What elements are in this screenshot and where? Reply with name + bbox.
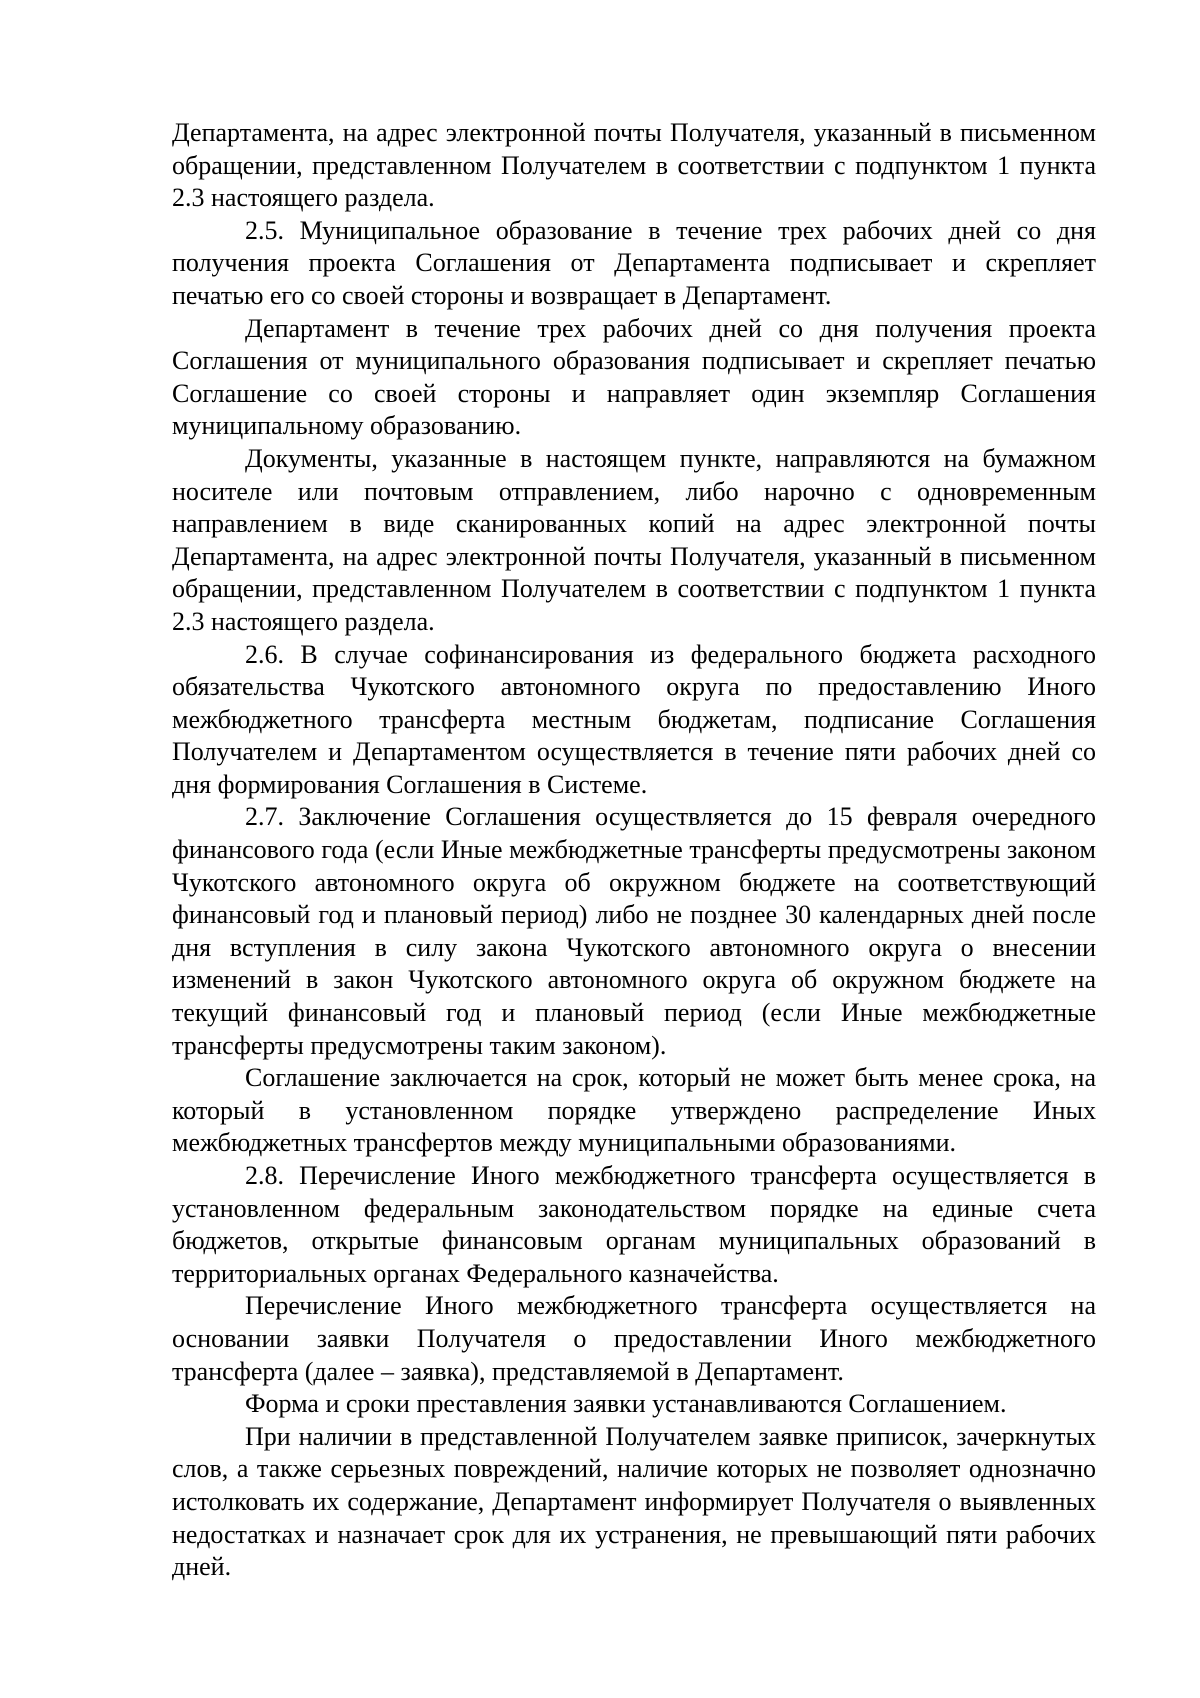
paragraph-2-8: 2.8. Перечисление Иного межбюджетного трансферта осуществляется в установленном федеральным законодательством порядке на единые счета бюджетов, открытые финансовым органам муниципальных образований в территориальных органах Федерального казначейства. bbox=[172, 1161, 1096, 1288]
paragraph-2-8-form: Форма и сроки преставления заявки устанавливаются Соглашением. bbox=[245, 1389, 1007, 1419]
paragraph-2-7: 2.7. Заключение Соглашения осуществляется до 15 февраля очередного финансового года (если Иные межбюджетные трансферты предусмотрены законом Чукотского автономного округа об окружном бюджете на соответствующий финансовый год и плановый период) либо не позднее 30 календарных дней после дня вступления в силу закона Чукотского автономного округа о внесении изменений в закон Чукотского автономного округа об окружном бюджете на текущий финансовый год и плановый период (если Иные межбюджетные трансферты предусмотрены таким законом). bbox=[172, 802, 1096, 1060]
document-body bbox=[172, 117, 1096, 1584]
paragraph-2-6: 2.6. В случае софинансирования из федерального бюджета расходного обязательства Чукотского автономного округа по предоставлению Иного межбюджетного трансферта местным бюджетам, подписание Соглашения Получателем и Департаментом осуществляется в течение пяти рабочих дней со дня формирования Соглашения в Системе. bbox=[172, 639, 1096, 799]
paragraph-2-5: 2.5. Муниципальное образование в течение трех рабочих дней со дня получения проекта Соглашения от Департамента подписывает и скрепляет печатью его со своей стороны и возвращает в Департамент. bbox=[172, 215, 1096, 310]
paragraph-continuation: Департамента, на адрес электронной почты Получателя, указанный в письменном обращении, представленном Получателем в соответствии с подпунктом 1 пункта 2.3 настоящего раздела. bbox=[172, 118, 1096, 213]
paragraph-2-5-documents: Документы, указанные в настоящем пункте, направляются на бумажном носителе или почтовым отправлением, либо нарочно с одновременным направлением в виде сканированных копий на адрес электронной почты Департамента, на адрес электронной почты Получателя, указанный в письменном обращении, представленном Получателем в соответствии с подпунктом 1 пункта 2.3 настоящего раздела. bbox=[172, 443, 1096, 636]
paragraph-2-5-department: Департамент в течение трех рабочих дней со дня получения проекта Соглашения от муниципального образования подписывает и скрепляет печатью Соглашение со своей стороны и направляет один экземпляр Соглашения муниципальному образованию. bbox=[172, 313, 1096, 441]
paragraph-2-8-defects: При наличии в представленной Получателем заявке приписок, зачеркнутых слов, а также серьезных повреждений, наличие которых не позволяет однозначно истолковать их содержание, Департамент информирует Получателя о выявленных недостатках и назначает срок для их устранения, не превышающий пяти рабочих дней. bbox=[172, 1421, 1096, 1582]
paragraph-2-7-term: Соглашение заключается на срок, который не может быть менее срока, на который в установленном порядке утверждено распределение Иных межбюджетных трансфертов между муниципальными образованиями. bbox=[172, 1063, 1096, 1158]
paragraph-2-8-basis: Перечисление Иного межбюджетного трансферта осуществляется на основании заявки Получателя о предоставлении Иного межбюджетного трансферта (далее – заявка), представляемой в Департамент. bbox=[172, 1291, 1096, 1386]
